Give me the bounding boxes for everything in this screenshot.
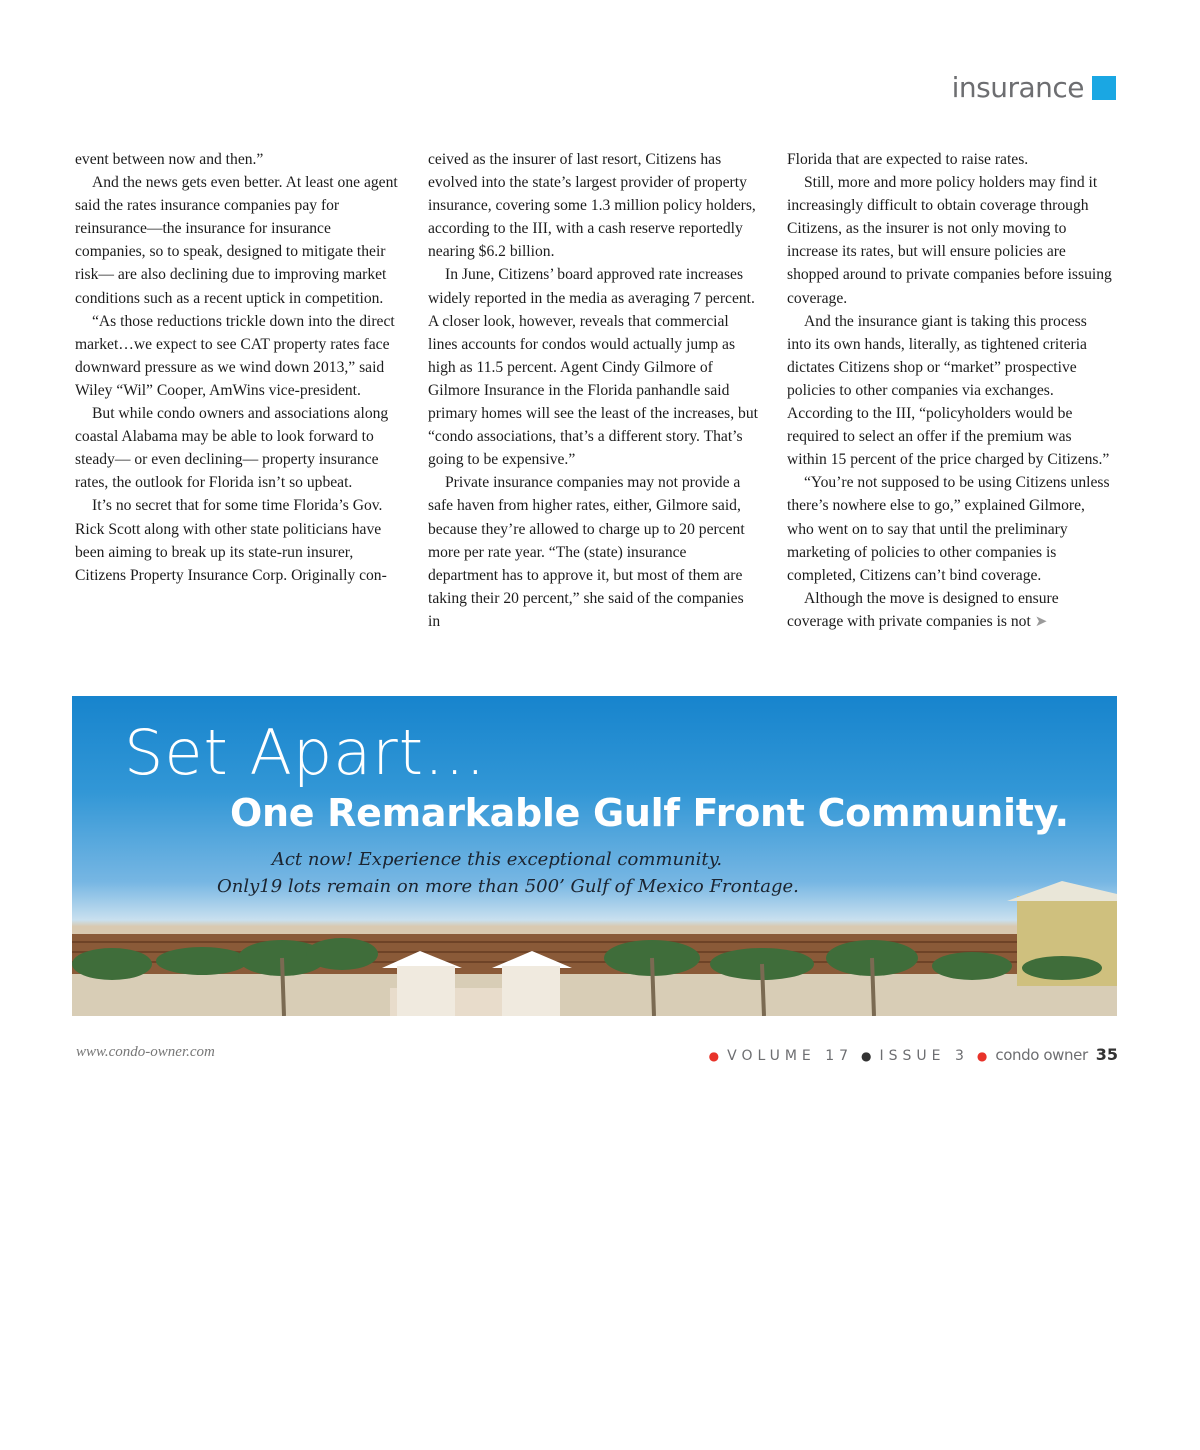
footer-issue: ISSUE 3 <box>879 1048 969 1064</box>
paragraph <box>787 587 1112 633</box>
paragraph: Private insurance companies may not provide a safe haven from higher rates, either, Gilmore said, because they’re allowed to charge up to 20 percent more per rate year. “The (state) insurance department has to approve it, but most of them are taking their 20 percent,” she said of the companies in <box>428 474 745 630</box>
ad-tagline <box>217 846 799 900</box>
ad-subheadline: One Remarkable Gulf Front Community. <box>230 791 1069 835</box>
ad-tagline-line-1: Act now! Experience this exceptional community. <box>271 849 723 870</box>
page-number: 35 <box>1095 1045 1118 1064</box>
footer-publication: condo owner <box>995 1046 1088 1064</box>
paragraph: “You’re not supposed to be using Citizens unless there’s nowhere else to go,” explained Gilmore, who went on to say that until the preliminary marketing of policies to other companies is completed, Citizens can’t bind coverage. <box>787 474 1110 584</box>
bullet-icon: ● <box>976 1049 988 1063</box>
article-column-3 <box>787 148 1112 633</box>
paragraph: And the news gets even better. At least one agent said the rates insurance companies pay for reinsurance—the insurance for insurance companies, so to speak, designed to mitigate their risk— are also declining due to improving market conditions such as a recent uptick in competition. <box>75 174 398 307</box>
section-label: insurance <box>951 71 1084 104</box>
paragraph: But while condo owners and associations along coastal Alabama may be able to look forward to steady— or even declining— property insurance rates, the outlook for Florida isn’t so upbeat. <box>75 405 389 492</box>
continue-arrow-icon: ➤ <box>1034 611 1048 630</box>
bullet-icon: ● <box>708 1049 720 1063</box>
section-header <box>952 70 1116 106</box>
footer-folio <box>709 1045 1118 1064</box>
footer-website: www.condo-owner.com <box>76 1044 215 1060</box>
article-column-1 <box>75 148 400 633</box>
paragraph: “As those reductions trickle down into the direct market…we expect to see CAT property rates face downward pressure as we wind down 2013,” said Wiley “Wil” Cooper, AmWins vice-president. <box>75 312 395 399</box>
paragraph: It’s no secret that for some time Florida’s Gov. Rick Scott along with other state politicians have been aiming to break up its state-run insurer, Citizens Property Insurance Corp. Originally con- <box>75 497 387 584</box>
paragraph: Still, more and more policy holders may find it increasingly difficult to obtain coverage through Citizens, as the insurer is not only moving to increase its rates, but will ensure policies are shopped around to private companies before issuing coverage. <box>787 174 1112 307</box>
ad-tagline-line-2: Only19 lots remain on more than 500’ Gulf of Mexico Frontage. <box>217 876 799 897</box>
paragraph: ceived as the insurer of last resort, Citizens has evolved into the state’s largest provider of property insurance, covering some 1.3 million policy holders, according to the III, with a cash reserve reportedly nearing $6.2 billion. <box>428 151 756 261</box>
paragraph: event between now and then.” <box>75 151 264 168</box>
advertisement <box>72 696 1117 1016</box>
paragraph: And the insurance giant is taking this process into its own hands, literally, as tightened criteria dictates Citizens shop or “market” prospective policies to other companies via exchanges. According to the III, “policyholders would be required to select an offer if the premium was within 15 percent of the price charged by Citizens.” <box>787 312 1110 469</box>
footer-volume: VOLUME 17 <box>727 1048 854 1064</box>
article-body <box>75 148 1112 633</box>
bullet-icon: ● <box>861 1049 872 1063</box>
paragraph: In June, Citizens’ board approved rate increases widely reported in the media as averaging 7 percent. A closer look, however, reveals that commercial lines accounts for condos would actually jump as high as 11.5 percent. Agent Cindy Gilmore of Gilmore Insurance in the Florida panhandle said primary homes will see the least of the increases, but “condo associations, that’s a different story. That’s going to be expensive.” <box>428 266 758 469</box>
paragraph-text: Although the move is designed to ensure coverage with private companies is not <box>787 589 1059 630</box>
article-column-2 <box>428 148 759 633</box>
section-accent-square <box>1092 76 1116 100</box>
ad-headline: Set Apart... <box>124 716 487 789</box>
paragraph: Florida that are expected to raise rates. <box>787 151 1029 168</box>
